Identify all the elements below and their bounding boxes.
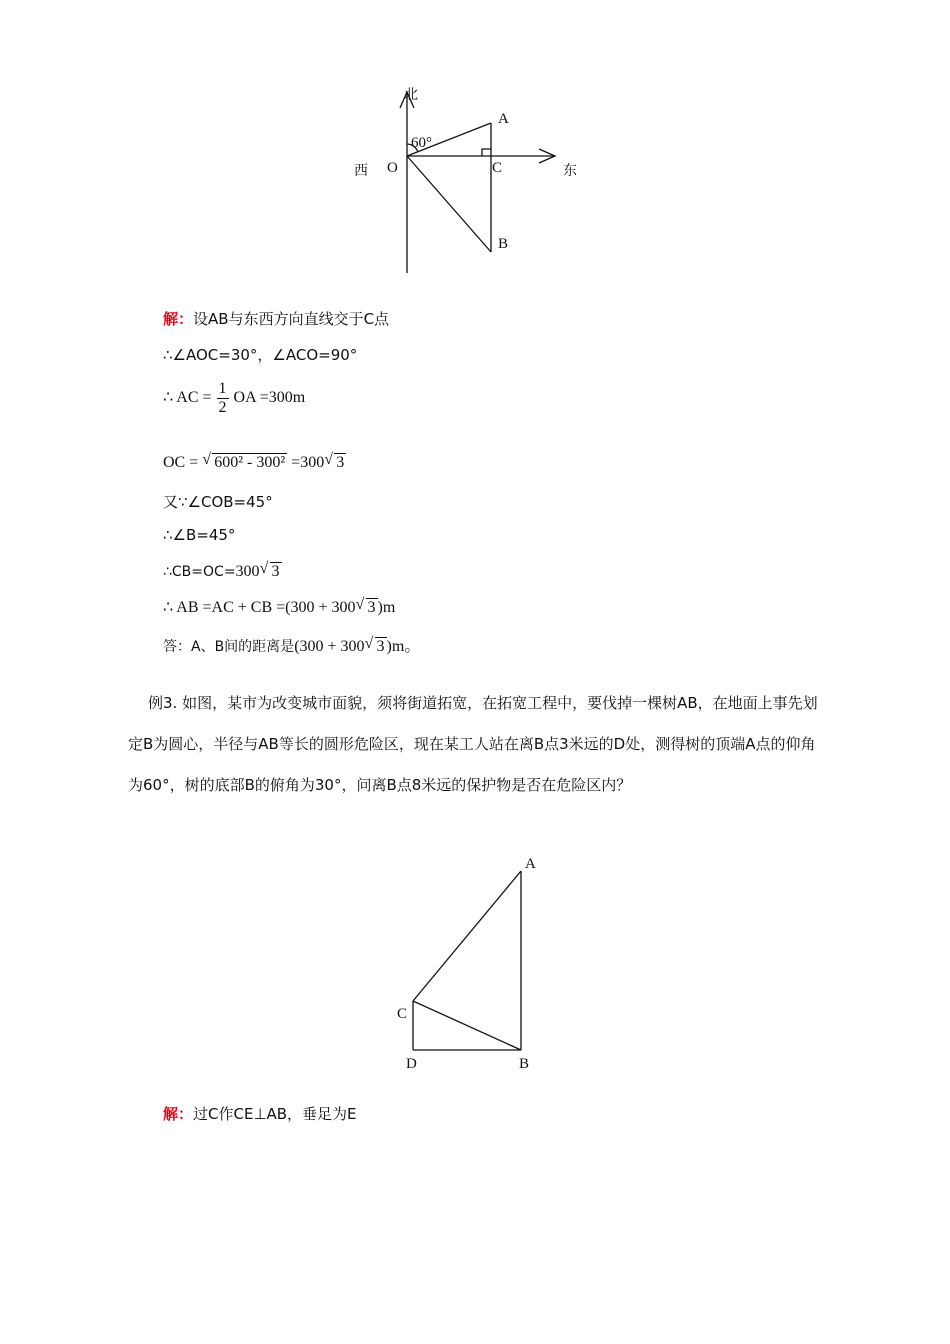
solution1-line-3 <box>163 451 346 472</box>
ab-sum: ∴ AB =AC + CB =(300 + 300 <box>163 599 356 616</box>
label-A: A <box>525 856 536 872</box>
segment-OB <box>407 156 491 252</box>
label-east: 东 <box>563 163 577 179</box>
sqrt-3: √ 3 <box>259 560 280 580</box>
answer-value: (300 + 300 <box>294 638 365 655</box>
radicand-3: 3 <box>336 454 345 471</box>
fraction-numerator: 1 <box>218 380 227 397</box>
equals-300: =300 <box>291 454 325 471</box>
solution1-line-1: ∴∠AOC=30°，∠ACO=90° <box>163 346 358 364</box>
segment-CB <box>413 1001 521 1050</box>
solution-label: 解： <box>163 1105 194 1123</box>
right-angle-mark <box>482 149 491 156</box>
label-B: B <box>498 236 509 252</box>
solution-label: 解： <box>163 310 194 328</box>
example3-problem: 例3. 如图，某市为改变城市面貌，须将街道拓宽，在拓宽工程中，要伐掉一棵树AB，在地面上事先划定B为圆心，半径与AB等长的圆形危险区，现在某工人站在离B点3米远的D处，测得树的顶端A点的仰角为60°，树的底部B的俯角为30°，问离B点8米远的保护物是否在危险区内？ <box>128 694 818 794</box>
solution1-intro-line <box>163 308 389 329</box>
solution2-line <box>163 1103 357 1124</box>
label-O: O <box>387 160 398 176</box>
solution1-intro: 设AB与东西方向直线交于C点 <box>193 310 390 328</box>
solution1-line-2 <box>163 380 305 417</box>
label-angle-60: 60° <box>411 135 432 151</box>
answer-text: 答：A、B间的距离是 <box>163 639 295 655</box>
solution1-line-4: 又∵∠COB=45° <box>163 493 273 511</box>
ac-equals: ∴ AC = <box>163 389 212 407</box>
fraction-one-half <box>217 380 229 417</box>
label-C: C <box>492 160 503 176</box>
radicand-3: 3 <box>367 599 376 616</box>
fraction-denominator: 2 <box>218 399 227 416</box>
label-A: A <box>498 111 509 127</box>
sqrt-radical: √ 600² - 300² <box>202 451 286 471</box>
radicand-3: 3 <box>376 638 385 655</box>
answer-unit: )m。 <box>386 638 421 655</box>
solution1-answer <box>163 633 420 656</box>
segment-CA <box>413 871 521 1001</box>
label-D: D <box>406 1056 417 1072</box>
radicand-3: 3 <box>271 563 280 580</box>
label-west: 西 <box>354 163 368 179</box>
solution1-line-5: ∴∠B=45° <box>163 526 236 544</box>
oa-300m: OA =300m <box>233 389 306 407</box>
oc-equals: OC = <box>163 454 199 471</box>
solution1-line-7 <box>163 597 395 617</box>
label-north: 北 <box>404 87 418 103</box>
cb-equals-oc: ∴CB=OC= <box>163 564 236 580</box>
solution1-line-6 <box>163 562 282 581</box>
label-C: C <box>397 1006 408 1022</box>
sqrt-3: √ 3 <box>324 451 345 471</box>
sqrt-3: √ 3 <box>355 596 376 616</box>
radicand: 600² - 300² <box>214 454 286 471</box>
figure-tree-diagram <box>400 860 540 1060</box>
solution2-text: 过C作CE⊥AB，垂足为E <box>193 1105 357 1123</box>
label-B: B <box>519 1056 530 1072</box>
sqrt-3: √ 3 <box>364 635 385 655</box>
figure-compass-diagram <box>340 80 600 280</box>
close-m: )m <box>377 599 396 616</box>
value-300: 300 <box>235 563 260 580</box>
